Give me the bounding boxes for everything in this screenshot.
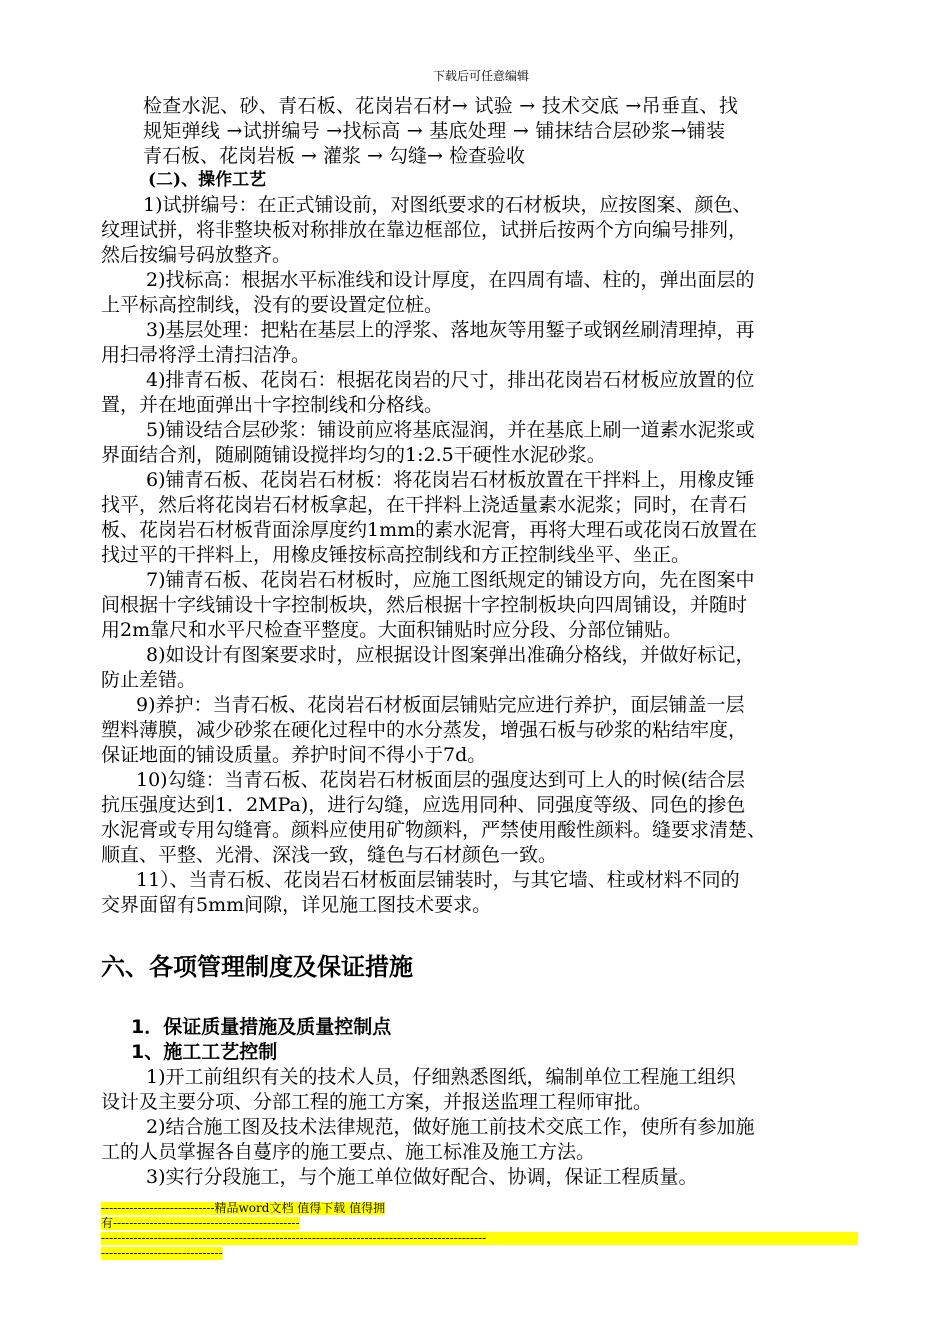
- para-line: 板、花岗岩石材板背面涂厚度约1mm的素水泥膏，再将大理石或花岗石放置在: [101, 519, 758, 541]
- footer-line: ----------------------------精品word文档 值得下载 值得拥: [101, 1201, 386, 1215]
- flow-line: 检查水泥、砂、青石板、花岗岩石材→ 试验 → 技术交底 →吊垂直、找: [143, 95, 739, 117]
- footer-line: ------------------------------: [101, 1246, 223, 1260]
- para-line: 交界面留有5mm间隙，详见施工图技术要求。: [101, 894, 492, 916]
- para-line: 防止差错。: [101, 669, 197, 691]
- para-line: 3)基层处理：把粘在基层上的浮浆、落地灰等用錾子或钢丝刷清理掉，再: [146, 319, 755, 341]
- para-line: 界面结合剂，随刷随铺设搅拌均匀的1:2.5干硬性水泥砂浆。: [101, 444, 606, 466]
- para-line: 10)勾缝：当青石板、花岗岩石材板面层的强度达到可上人的时候(结合层: [136, 769, 746, 791]
- para-line: 抗压强度达到1．2MPa)，进行勾缝，应选用同种、同强度等级、同色的掺色: [101, 794, 746, 816]
- subheading-quality: 1．保证质量措施及质量控制点: [131, 1016, 392, 1038]
- para-line: 1)试拼编号：在正式铺设前，对图纸要求的石材板块，应按图案、颜色、: [143, 194, 752, 216]
- para-line: 用扫帚将浮土清扫洁净。: [101, 344, 311, 366]
- section-heading: 六、各项管理制度及保证措施: [101, 953, 413, 981]
- para-line: 6)铺青石板、花岗岩石材板：将花岗岩石材板放置在干拌料上，用橡皮锤: [146, 469, 755, 491]
- para-line: 水泥膏或专用勾缝膏。颜料应使用矿物颜料，严禁使用酸性颜料。缝要求清楚、: [101, 819, 767, 841]
- page-header: 下载后可任意编辑: [433, 69, 530, 83]
- para-line: 7)铺青石板、花岗岩石材板时，应施工图纸规定的铺设方向，先在图案中: [146, 569, 755, 591]
- para-line: 8)如设计有图案要求时，应根据设计图案弹出准确分格线，并做好标记，: [146, 644, 755, 666]
- para-line: 纹理试拼，将非整块板对称排放在靠边框部位，试拼后按两个方向编号排列，: [101, 219, 748, 241]
- flow-line: 规矩弹线 →试拼编号 →找标高 → 基底处理 → 铺抹结合层砂浆→铺装: [143, 120, 726, 142]
- footer-line: 有----------------------------------------------: [101, 1216, 300, 1230]
- para-line: 9)养护：当青石板、花岗岩石材板面层铺贴完应进行养护，面层铺盖一层: [136, 694, 745, 716]
- para-line: 5)铺设结合层砂浆：铺设前应将基底湿润，并在基底上刷一道素水泥浆或: [146, 419, 755, 441]
- para-line: 上平标高控制线，没有的要设置定位桩。: [101, 294, 444, 316]
- para-line: 找平，然后将花岗岩石材板拿起，在干拌料上浇适量素水泥浆；同时，在青石: [101, 494, 748, 516]
- para-line: 间根据十字线铺设十字控制板块，然后根据十字控制板块向四周铺设，并随时: [101, 594, 748, 616]
- para-line: 保证地面的铺设质量。养护时间不得小于7d。: [101, 744, 487, 766]
- para-line: 11）、当青石板、花岗岩石材板面层铺装时，与其它墙、柱或材料不同的: [136, 869, 740, 891]
- subheading-operation: (二)、操作工艺: [148, 170, 267, 190]
- para-line: 2)找标高：根据水平标准线和设计厚度，在四周有墙、柱的，弹出面层的: [146, 269, 755, 291]
- para-line: 设计及主要分项、分部工程的施工方案，并报送监理工程师审批。: [101, 1091, 653, 1113]
- para-line: 塑料薄膜，减少砂浆在硬化过程中的水分蒸发，增强石板与砂浆的粘结牢度，: [101, 719, 748, 741]
- para-line: 2)结合施工图及技术法律规范，做好施工前技术交底工作，使所有参加施: [146, 1116, 755, 1138]
- para-line: 顺直、平整、光滑、深浅一致，缝色与石材颜色一致。: [101, 844, 558, 866]
- para-line: 工的人员掌握各自蔓序的施工要点、施工标准及施工方法。: [101, 1141, 596, 1163]
- footer-line: -----------------------------------------------------------------------------------------------: [101, 1232, 858, 1245]
- para-line: 4)排青石板、花岗石：根据花岗岩的尺寸，排出花岗岩石材板应放置的位: [146, 369, 755, 391]
- para-line: 然后按编号码放整齐。: [101, 244, 292, 266]
- para-line: 置，并在地面弹出十字控制线和分格线。: [101, 394, 444, 416]
- flow-line: 青石板、花岗岩板 → 灌浆 → 勾缝→ 检查验收: [143, 145, 525, 167]
- para-line: 用2m靠尺和水平尺检查平整度。大面积铺贴时应分段、分部位铺贴。: [101, 619, 683, 641]
- para-line: 3)实行分段施工，与个施工单位做好配合、协调，保证工程质量。: [146, 1166, 698, 1188]
- subheading-process-control: 1、施工工艺控制: [131, 1041, 278, 1063]
- para-line: 1)开工前组织有关的技术人员，仔细熟悉图纸，编制单位工程施工组织: [146, 1066, 736, 1088]
- para-line: 找过平的干拌料上，用橡皮锤按标高控制线和方正控制线坐平、坐正。: [101, 544, 691, 566]
